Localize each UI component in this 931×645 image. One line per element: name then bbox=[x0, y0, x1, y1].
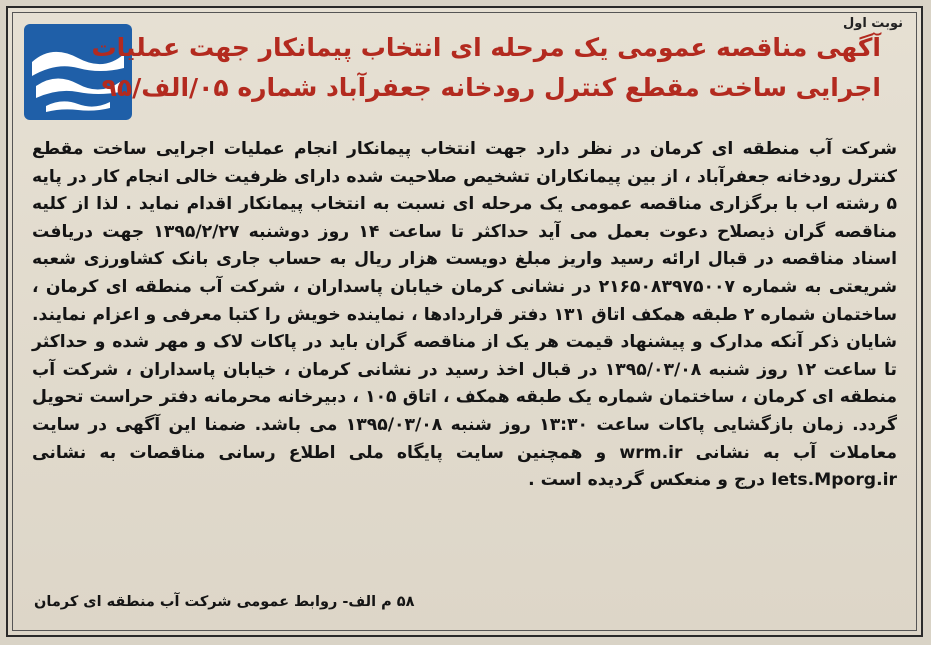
notice-title bbox=[91, 28, 881, 108]
notice-body: شرکت آب منطقه ای کرمان در نظر دارد جهت انتخاب پیمانکار انجام عملیات اجرایی ساخت مقطع کنترل رودخانه جعفرآباد ، از بین پیمانکاران تشخیص صلاحیت شده دارای ظرفیت خالی انجام کار در پایه ۵ رشته اب با برگزاری مناقصه عمومی یک مرحله ای نسبت به انتخاب پیمانکار اقدام نماید . لذا از کلیه مناقصه گران ذیصلاح دعوت بعمل می آید حداکثر تا ساعت ۱۴ روز دوشنبه ۱۳۹۵/۲/۲۷ جهت دریافت اسناد مناقصه در قبال ارائه رسید واریز مبلغ دویست هزار ریال به حساب جاری بانک کشاورزی شعبه شریعتی به شماره ۲۱۶۵۰۸۳۹۷۵۰۰۷ در نشانی کرمان خیابان پاسداران ، شرکت آب منطقه ای کرمان ، ساختمان شماره ۲ طبقه همکف اتاق ۱۳۱ دفتر قراردادها ، نماینده خویش را کتبا معرفی و اعزام نمایند. شایان ذکر آنکه مدارک و پیشنهاد قیمت هر یک از مناقصه گران باید در پاکات لاک و مهر شده و حداکثر تا ساعت ۱۲ روز شنبه ۱۳۹۵/۰۳/۰۸ در قبال اخذ رسید در نشانی کرمان ، خیابان پاسداران ، شرکت آب منطقه ای کرمان ، ساختمان شماره یک طبقه همکف ، اتاق ۱۰۵ ، دبیرخانه محرمانه دفتر حراست تحویل گردد. زمان بازگشایی پاکات ساعت ۱۳:۳۰ روز شنبه ۱۳۹۵/۰۳/۰۸ می باشد. ضمنا این آگهی در سایت معاملات آب به نشانی wrm.ir و همچنین سایت پایگاه ملی اطلاع رسانی مناقصات به نشانی Iets.Mporg.ir درج و منعکس گردیده است . bbox=[32, 139, 898, 491]
notice-title-line-2: اجرایی ساخت مقطع کنترل رودخانه جعفرآباد شماره ۰۵/الف/۹۵ bbox=[101, 73, 881, 102]
publication-round-badge: نوبت اول bbox=[842, 16, 903, 31]
tender-notice bbox=[6, 6, 923, 637]
notice-footer: ۵۸ م الف- روابط عمومی شرکت آب منطقه ای کرمان bbox=[34, 594, 415, 610]
notice-title-line-1: آگهی مناقصه عمومی یک مرحله ای انتخاب پیمانکار جهت عملیات bbox=[91, 33, 881, 62]
